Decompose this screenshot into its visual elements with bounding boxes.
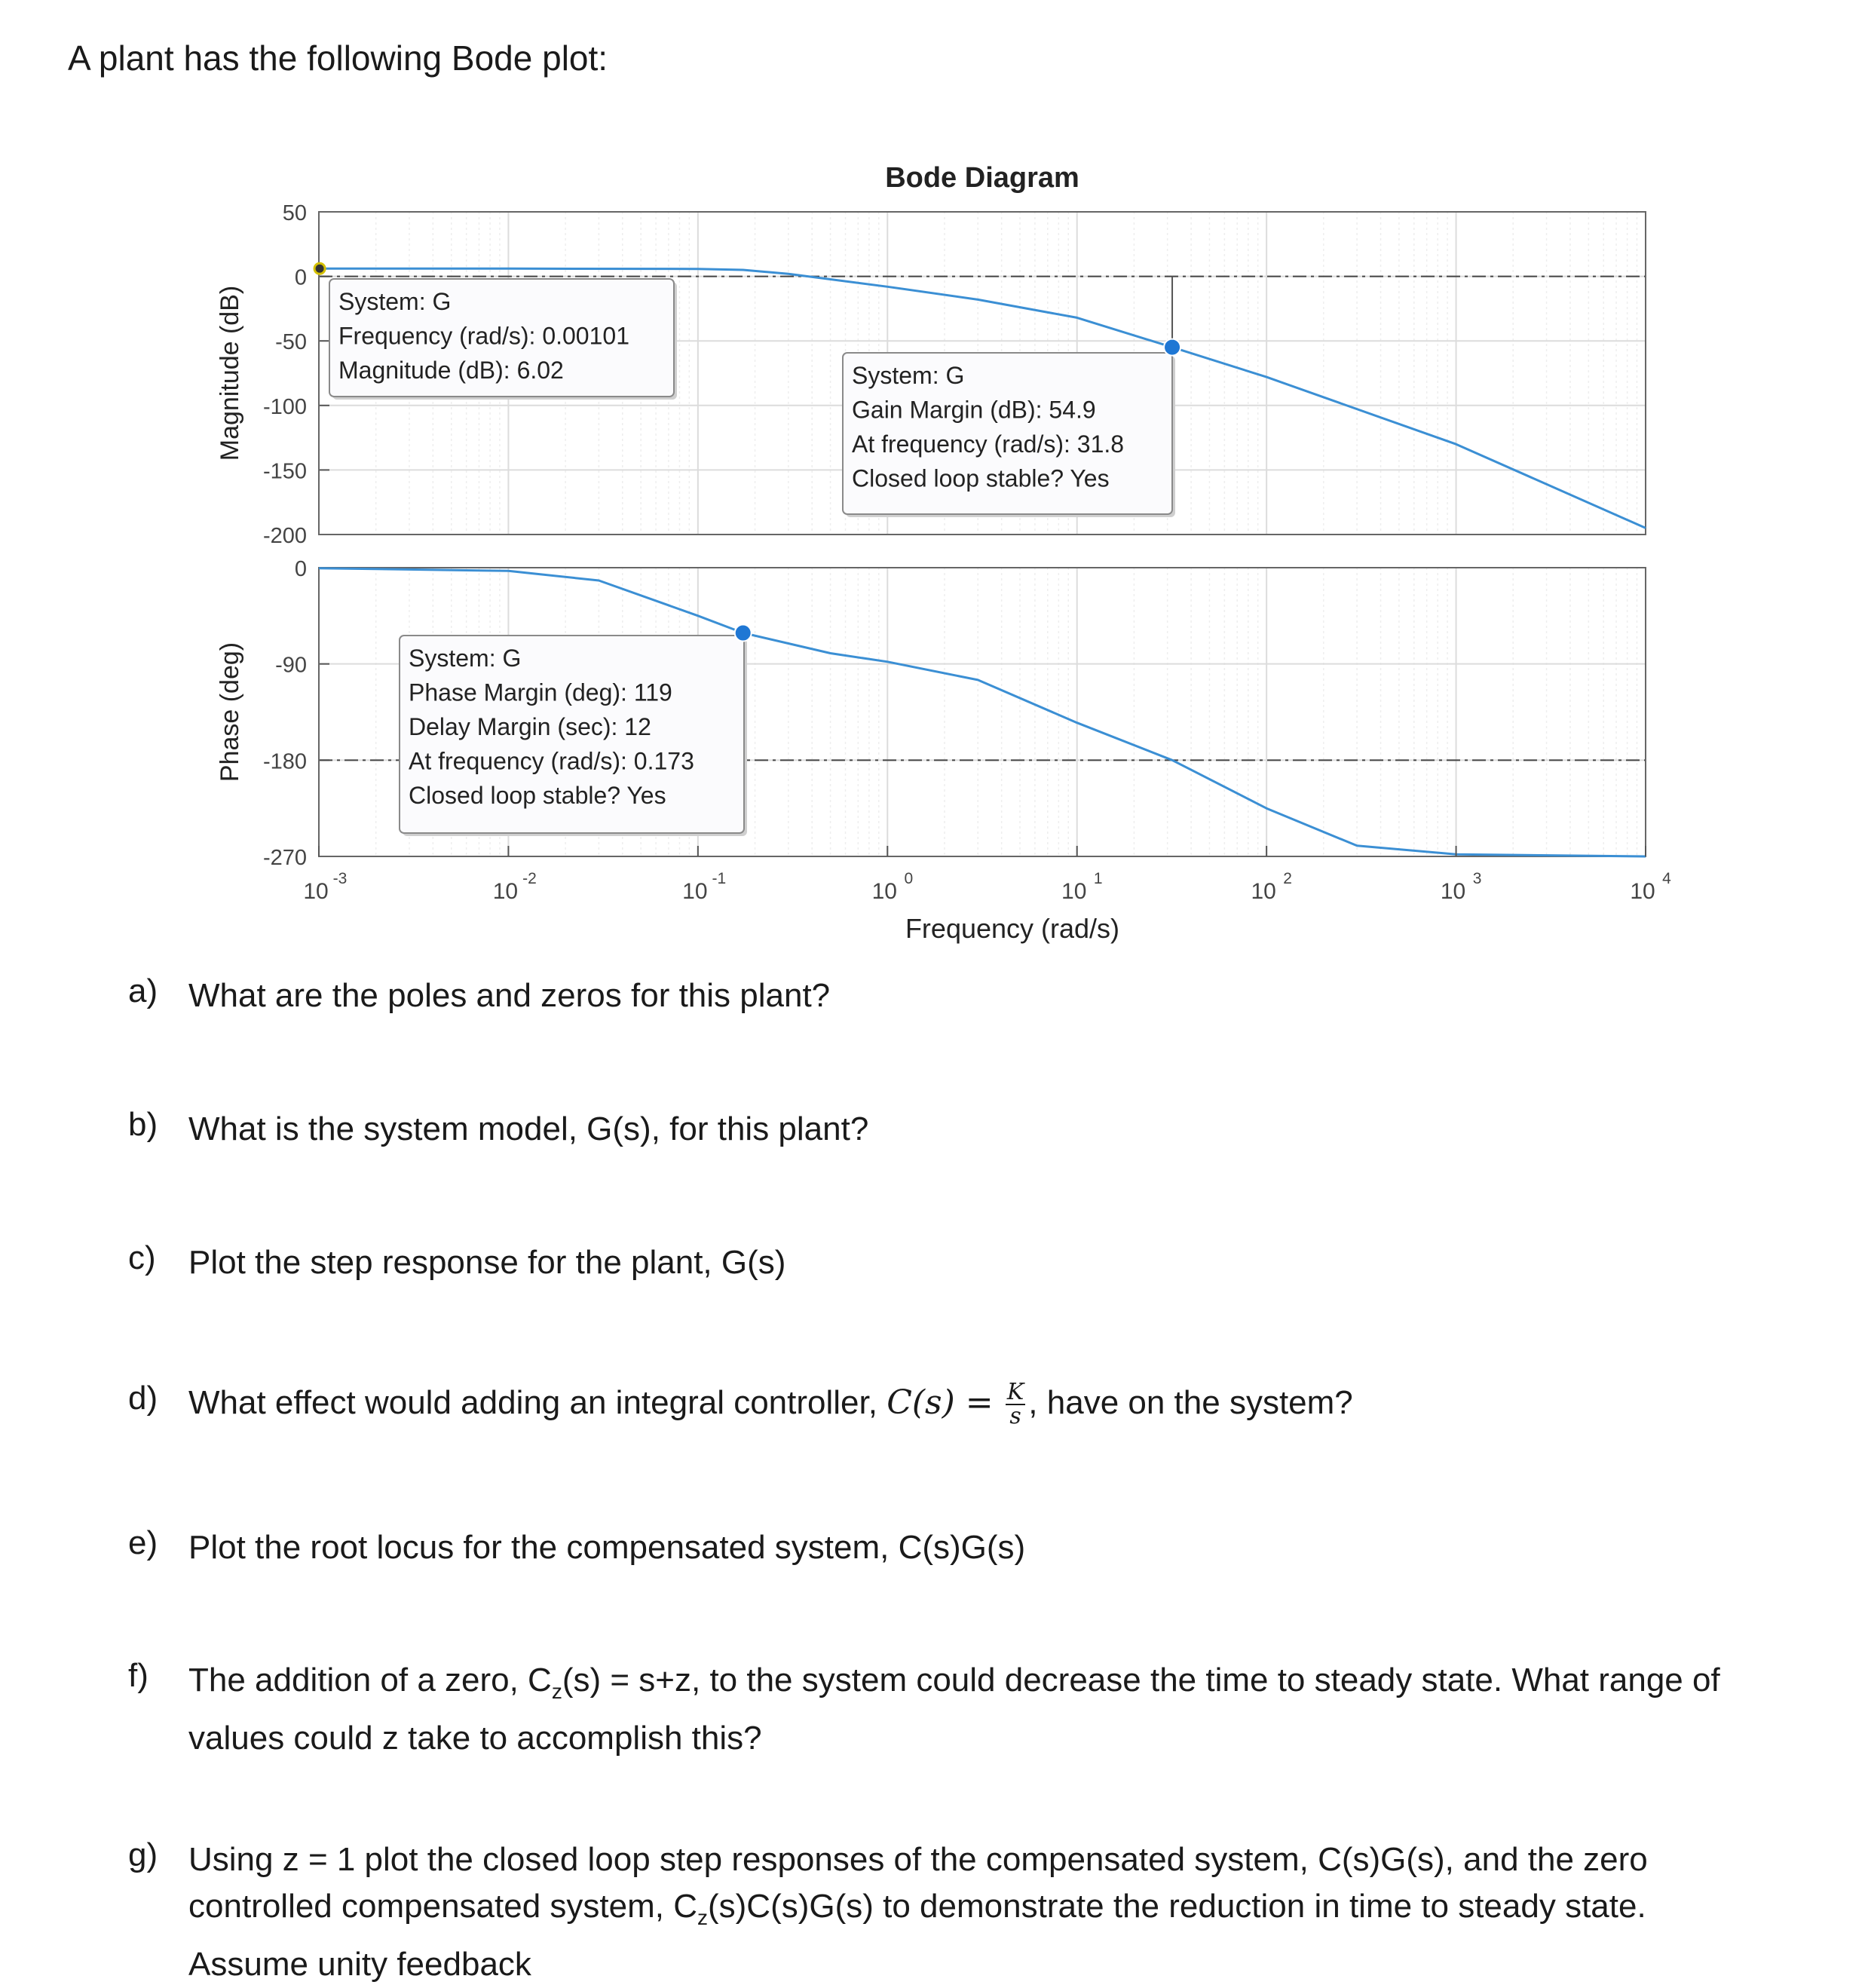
datatip-line: System: G bbox=[852, 362, 965, 389]
datatip-line: Frequency (rad/s): 0.00101 bbox=[338, 322, 629, 350]
question-label: d) bbox=[128, 1380, 158, 1417]
datatip-line: Closed loop stable? Yes bbox=[852, 464, 1110, 492]
bode-diagram bbox=[0, 0, 1871, 973]
question-text: controlled compensated system, C bbox=[188, 1888, 697, 1925]
question-g bbox=[128, 1836, 1854, 1983]
question-text-end: , have on the system? bbox=[1028, 1384, 1353, 1421]
datatip-marker bbox=[1164, 339, 1180, 356]
x-tick-label: 10 bbox=[492, 879, 519, 904]
question-c bbox=[128, 1239, 1847, 1292]
subscript: z bbox=[551, 1679, 562, 1703]
datatip-line: System: G bbox=[409, 645, 522, 672]
question-label: f) bbox=[128, 1657, 149, 1694]
fraction-numerator: K bbox=[1006, 1379, 1024, 1406]
x-tick-label: 10 bbox=[1061, 879, 1087, 904]
datatip-line: At frequency (rad/s): 31.8 bbox=[852, 430, 1125, 458]
subscript: z bbox=[697, 1905, 708, 1929]
x-tick-exponent: 2 bbox=[1283, 870, 1292, 887]
fraction-denominator: s bbox=[1009, 1403, 1021, 1430]
magnitude-y-tick-label: -150 bbox=[262, 459, 307, 484]
phase-y-tick-label: -180 bbox=[262, 749, 307, 774]
question-text: (s) = s+z, to the system could decrease the time to steady state. What range of bbox=[562, 1662, 1720, 1699]
datatip-line: Gain Margin (dB): 54.9 bbox=[852, 396, 1096, 424]
magnitude-y-tick-label: 50 bbox=[282, 201, 307, 225]
question-label: c) bbox=[128, 1239, 156, 1276]
question-text: What is the system model, G(s), for this plant? bbox=[188, 1110, 869, 1147]
x-tick-exponent: -1 bbox=[712, 870, 727, 887]
datatip-line: Delay Margin (sec): 12 bbox=[409, 713, 651, 740]
x-tick-exponent: 3 bbox=[1472, 870, 1482, 887]
x-tick-label: 10 bbox=[1251, 879, 1276, 904]
question-text: What are the poles and zeros for this plant? bbox=[188, 977, 831, 1014]
question-a bbox=[128, 973, 1847, 1025]
question-text: Plot the root locus for the compensated system, C(s)G(s) bbox=[188, 1529, 1026, 1566]
intro-text: A plant has the following Bode plot: bbox=[68, 38, 608, 78]
question-text: What effect would adding an integral controller, bbox=[188, 1384, 877, 1421]
datatip-line: At frequency (rad/s): 0.173 bbox=[409, 747, 694, 775]
question-d bbox=[128, 1380, 1847, 1440]
phase-y-tick-label: 0 bbox=[294, 557, 307, 581]
question-label: a) bbox=[128, 973, 158, 1009]
x-tick-label: 10 bbox=[1630, 879, 1655, 904]
question-label: e) bbox=[128, 1524, 158, 1561]
x-tick-exponent: -3 bbox=[332, 870, 348, 887]
phase-axis-label: Phase (deg) bbox=[216, 642, 244, 783]
question-text: values could z take to accomplish this? bbox=[188, 1719, 762, 1757]
x-tick-label: 10 bbox=[682, 879, 708, 904]
x-tick-exponent: 4 bbox=[1662, 870, 1671, 887]
magnitude-y-tick-label: -100 bbox=[262, 394, 307, 419]
datatip-line: Closed loop stable? Yes bbox=[409, 782, 666, 809]
question-e bbox=[128, 1524, 1847, 1577]
datatip-marker bbox=[314, 263, 325, 274]
x-axis-label: Frequency (rad/s) bbox=[905, 913, 1120, 944]
x-tick-exponent: 1 bbox=[1093, 870, 1103, 887]
chart-title: Bode Diagram bbox=[885, 162, 1079, 194]
question-label: b) bbox=[128, 1106, 158, 1143]
controller-equation: C(s) = bbox=[887, 1383, 994, 1422]
question-f bbox=[128, 1657, 1854, 1755]
datatip-line: Phase Margin (deg): 119 bbox=[409, 678, 672, 706]
question-text: Plot the step response for the plant, G(s) bbox=[188, 1244, 786, 1281]
question-b bbox=[128, 1106, 1847, 1159]
phase-y-tick-label: -270 bbox=[262, 846, 307, 870]
magnitude-axis-label: Magnitude (dB) bbox=[216, 285, 244, 461]
x-tick-exponent: 0 bbox=[904, 870, 914, 887]
datatip-marker bbox=[735, 625, 752, 642]
x-tick-label: 10 bbox=[303, 879, 329, 904]
question-label: g) bbox=[128, 1836, 158, 1873]
question-text: Using z = 1 plot the closed loop step responses of the compensated system, C(s)G(s), and the zero bbox=[188, 1841, 1648, 1878]
datatip-line: System: G bbox=[338, 288, 452, 315]
magnitude-y-tick-label: 0 bbox=[294, 265, 307, 290]
datatip-line: Magnitude (dB): 6.02 bbox=[338, 357, 564, 384]
x-tick-label: 10 bbox=[871, 879, 897, 904]
phase-y-tick-label: -90 bbox=[275, 653, 307, 678]
question-text: Assume unity feedback bbox=[188, 1945, 531, 1983]
magnitude-y-tick-label: -200 bbox=[262, 524, 307, 548]
question-text: The addition of a zero, C bbox=[188, 1662, 552, 1699]
controller-fraction bbox=[1006, 1381, 1025, 1428]
magnitude-y-tick-label: -50 bbox=[275, 330, 307, 355]
x-tick-label: 10 bbox=[1440, 879, 1466, 904]
question-text: (s)C(s)G(s) to demonstrate the reduction in time to steady state. bbox=[707, 1888, 1646, 1925]
x-tick-exponent: -2 bbox=[522, 870, 537, 887]
